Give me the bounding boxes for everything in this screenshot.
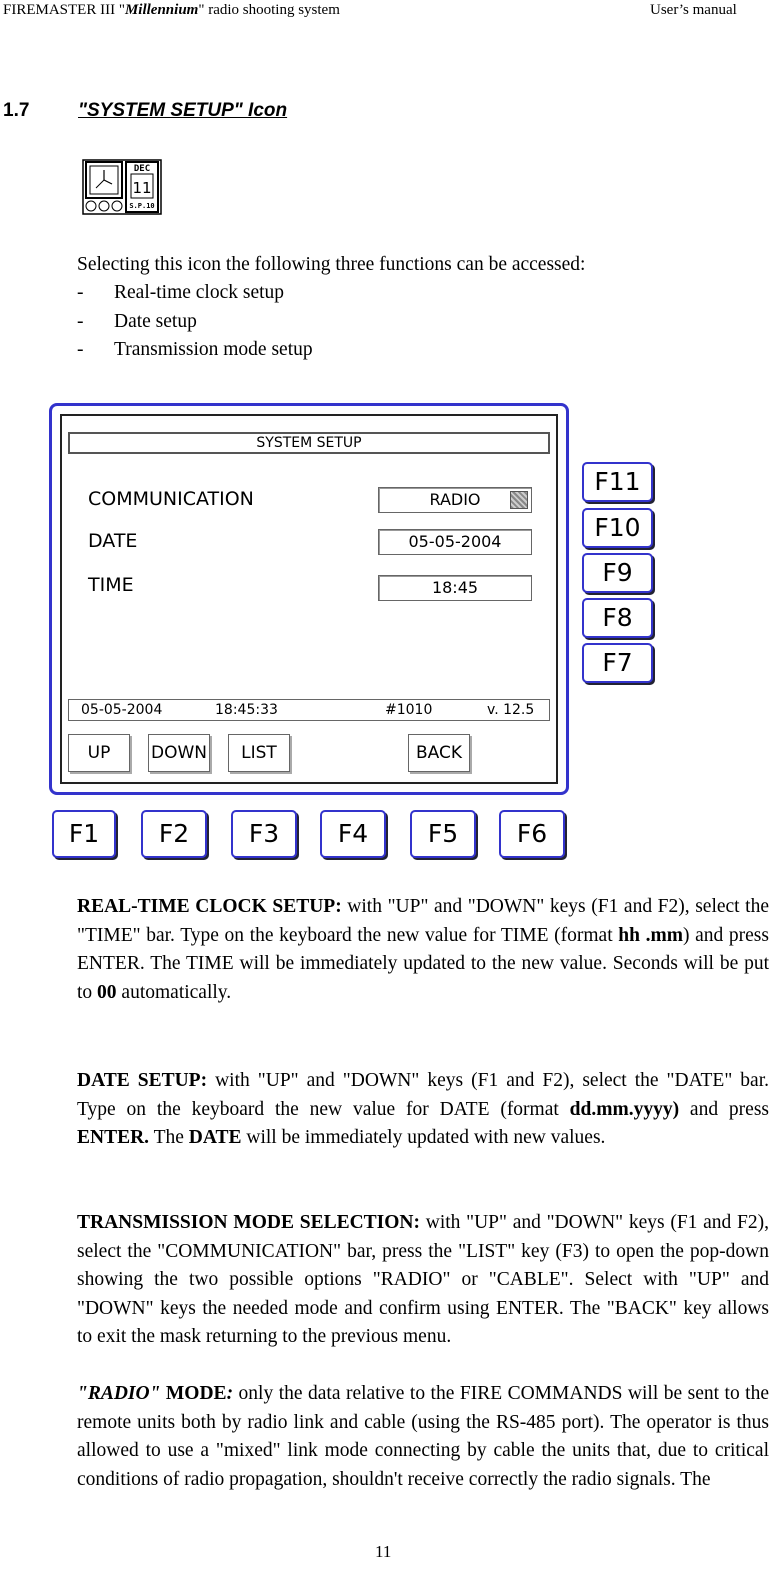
- time-field[interactable]: 18:45: [378, 575, 532, 601]
- calendar-footer: S.P.10: [129, 202, 155, 210]
- down-button[interactable]: DOWN: [148, 734, 210, 772]
- list-item: - Real-time clock setup: [77, 282, 285, 303]
- up-button[interactable]: UP: [68, 734, 130, 772]
- system-setup-screen: [49, 403, 569, 795]
- f9-key[interactable]: F9: [582, 553, 653, 593]
- section-heading: [3, 100, 287, 122]
- f7-key[interactable]: F7: [582, 643, 653, 683]
- f8-key[interactable]: F8: [582, 598, 653, 638]
- page-number: 11: [375, 1542, 392, 1561]
- f4-key[interactable]: F4: [320, 810, 386, 858]
- date-setup-paragraph: DATE SETUP: with "UP" and "DOWN" keys (F1 and F2), select the "DATE" bar. Type on the keyboard the new value for DATE (format dd.mm.yyyy) and press ENTER. The DATE will be immediately updated with new values.: [77, 1070, 770, 1148]
- clock-setup-paragraph: REAL-TIME CLOCK SETUP: with "UP" and "DOWN" keys (F1 and F2), select the "TIME" bar. Type on the keyboard the new value for TIME (format hh .mm) and press ENTER. The TIME will be immediately updated to the new value. Seconds will be put to 00 automatically.: [77, 896, 770, 1003]
- back-button[interactable]: BACK: [408, 734, 470, 772]
- f10-key[interactable]: F10: [582, 508, 653, 548]
- time-label: TIME: [88, 574, 134, 596]
- transmission-mode-paragraph: TRANSMISSION MODE SELECTION: with "UP" and "DOWN" keys (F1 and F2), select the "COMMUNICATION" bar, press the "LIST" key (F3) to open the pop-down showing the two possible options "RADIO" or "CABLE". Select with "UP" and "DOWN" keys the needed mode and confirm using ENTER. The "BACK" key allows to exit the mask returning to the previous menu.: [77, 1212, 769, 1347]
- date-label: DATE: [88, 530, 138, 552]
- screen-frame: [60, 414, 558, 784]
- date-field[interactable]: 05-05-2004: [378, 529, 532, 555]
- radio-mode-paragraph: "RADIO" MODE: only the data relative to the FIRE COMMANDS will be sent to the remote units both by radio link and cable (using the RS-485 port). The operator is thus allowed to use a "mixed" link mode connecting by cable the units that, due to critical conditions of radio propagation, shouldn't receive correctly the radio signals. The: [77, 1383, 769, 1490]
- communication-label: COMMUNICATION: [88, 488, 254, 510]
- f2-key[interactable]: F2: [141, 810, 207, 858]
- f5-key[interactable]: F5: [410, 810, 476, 858]
- list-item: - Transmission mode setup: [77, 339, 313, 360]
- clock-calendar-icon: [82, 158, 162, 215]
- f11-key[interactable]: F11: [582, 462, 653, 502]
- status-id: #1010: [385, 702, 433, 718]
- intro-text: Selecting this icon the following three functions can be accessed:: [77, 254, 586, 275]
- f1-key[interactable]: F1: [52, 810, 116, 858]
- f3-key[interactable]: F3: [231, 810, 297, 858]
- communication-field[interactable]: RADIO: [378, 487, 532, 513]
- list-item: - Date setup: [77, 310, 197, 332]
- function-list: [77, 279, 313, 365]
- brand-name: Millennium: [124, 2, 199, 18]
- section-title: "SYSTEM SETUP" Icon: [78, 100, 288, 121]
- status-date: 05-05-2004: [81, 702, 163, 718]
- status-bar: [68, 699, 550, 721]
- screen-title: SYSTEM SETUP: [68, 432, 550, 454]
- dropdown-icon[interactable]: [510, 491, 528, 509]
- section-number: 1.7: [3, 100, 30, 121]
- header-manual-label: User’s manual: [650, 2, 737, 18]
- list-button[interactable]: LIST: [228, 734, 290, 772]
- f6-key[interactable]: F6: [499, 810, 565, 858]
- calendar-day: 11: [132, 179, 152, 197]
- status-version: v. 12.5: [487, 702, 535, 718]
- status-time: 18:45:33: [215, 702, 278, 718]
- running-header: FIREMASTER III "Millennium" radio shooting system: [3, 2, 340, 18]
- calendar-month: DEC: [133, 164, 151, 174]
